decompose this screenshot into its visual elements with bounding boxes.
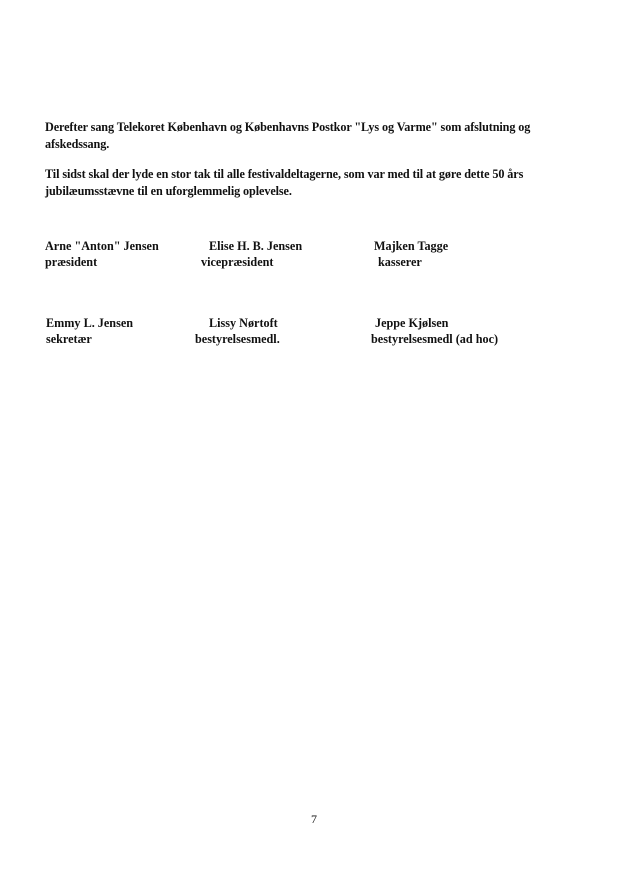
signatory-role: vicepræsident <box>201 255 274 269</box>
signatory-name: Emmy L. Jensen <box>46 316 134 330</box>
signatory-name: Jeppe Kjølsen <box>375 316 449 330</box>
signatory-name: Majken Tagge <box>374 239 449 253</box>
signatory-role: bestyrelsesmedl (ad hoc) <box>371 332 499 346</box>
signatory-name: Lissy Nørtoft <box>209 316 278 330</box>
signatory-name: Elise H. B. Jensen <box>209 239 303 253</box>
signatory-block <box>371 315 498 347</box>
signatory-name: Arne "Anton" Jensen <box>45 239 159 253</box>
signatory-role: bestyrelsesmedl. <box>195 332 280 346</box>
closing-song-paragraph: Derefter sang Telekoret København og Københavns Postkor "Lys og Varme" som afslutning og afskedssang. <box>45 120 531 151</box>
signatory-block <box>45 238 159 270</box>
signatory-block <box>374 238 448 270</box>
page-number: 7 <box>311 812 317 826</box>
signatory-role: kasserer <box>378 255 422 269</box>
signatory-block <box>46 315 133 347</box>
signatory-role: præsident <box>45 255 98 269</box>
signatory-block <box>201 238 302 270</box>
signatory-role: sekretær <box>46 332 92 346</box>
thanks-paragraph: Til sidst skal der lyde en stor tak til alle festivaldeltagerne, som var med til at gøre dette 50 års jubilæumsstævne til en uforglemmelig oplevelse. <box>45 167 524 198</box>
signatory-block <box>195 315 280 347</box>
